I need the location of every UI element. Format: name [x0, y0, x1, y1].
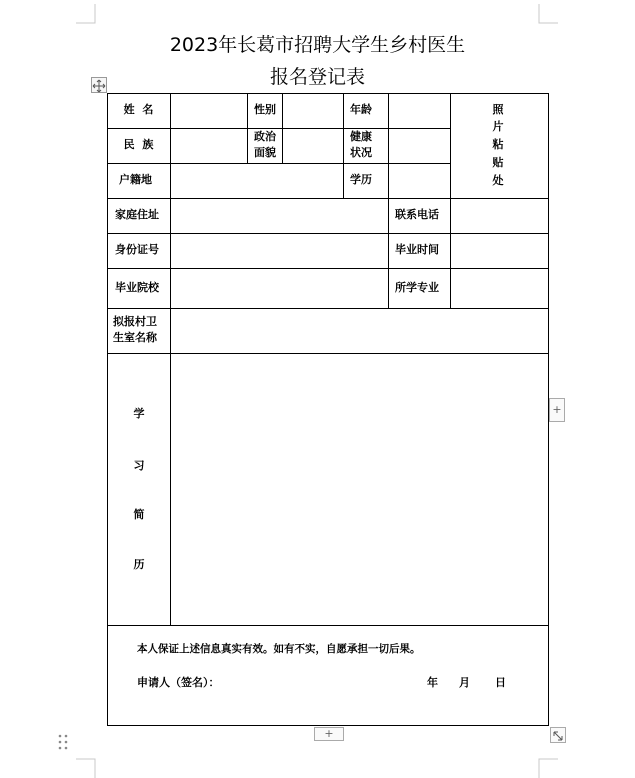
date-month-label: 月 — [459, 676, 470, 689]
gender-label: 性别 — [254, 103, 276, 116]
add-row-button[interactable]: + — [314, 727, 344, 741]
resume-char-3: 简 — [133, 508, 145, 521]
registration-form-table — [107, 93, 549, 726]
photo-char-4: 贴 — [492, 156, 504, 169]
photo-char-5: 处 — [492, 174, 504, 187]
photo-area — [488, 101, 508, 196]
clinic-label-line1: 拟报村卫 — [113, 315, 157, 328]
page-corner-mark-bottom-left — [76, 758, 96, 778]
political-status-label-line2: 面貌 — [254, 146, 276, 159]
add-column-button[interactable]: + — [549, 398, 565, 422]
id-number-label: 身份证号 — [115, 243, 159, 256]
education-label: 学历 — [350, 173, 372, 186]
school-label: 毕业院校 — [115, 281, 159, 294]
resume-char-1: 学 — [133, 407, 145, 420]
hukou-label: 户籍地 — [119, 173, 152, 186]
resume-char-4: 历 — [133, 558, 145, 571]
date-year-label: 年 — [427, 676, 438, 689]
photo-char-3: 粘 — [492, 138, 504, 151]
address-label: 家庭住址 — [115, 208, 159, 221]
health-label-line2: 状况 — [350, 146, 372, 159]
political-status-label-line1: 政治 — [254, 130, 276, 143]
resume-char-2: 习 — [133, 459, 145, 472]
move-arrows-icon — [92, 79, 106, 93]
resize-icon — [551, 729, 565, 743]
name-label: 姓 名 — [123, 103, 154, 116]
document-subtitle: 报名登记表 — [269, 66, 365, 88]
document-title: 2023年长葛市招聘大学生乡村医生 — [169, 34, 466, 56]
page-corner-mark-top-right — [538, 4, 558, 24]
drag-handle-icon[interactable] — [58, 733, 68, 751]
major-label: 所学专业 — [395, 281, 439, 294]
phone-label: 联系电话 — [395, 208, 439, 221]
page-corner-mark-bottom-right — [538, 758, 558, 778]
declaration-text: 本人保证上述信息真实有效。如有不实，自愿承担一切后果。 — [137, 643, 421, 655]
table-resize-handle[interactable] — [550, 727, 566, 743]
applicant-signature-label: 申请人（签名）： — [137, 676, 220, 689]
table-move-handle[interactable] — [91, 77, 107, 93]
photo-char-1: 照 — [492, 103, 504, 116]
health-label-line1: 健康 — [350, 130, 372, 143]
clinic-label-line2: 生室名称 — [113, 331, 157, 344]
page-corner-mark-top-left — [76, 4, 96, 24]
ethnicity-label: 民 族 — [123, 138, 154, 151]
age-label: 年龄 — [350, 103, 372, 116]
photo-char-2: 片 — [492, 120, 504, 133]
graduation-time-label: 毕业时间 — [395, 243, 439, 256]
date-day-label: 日 — [495, 676, 506, 689]
